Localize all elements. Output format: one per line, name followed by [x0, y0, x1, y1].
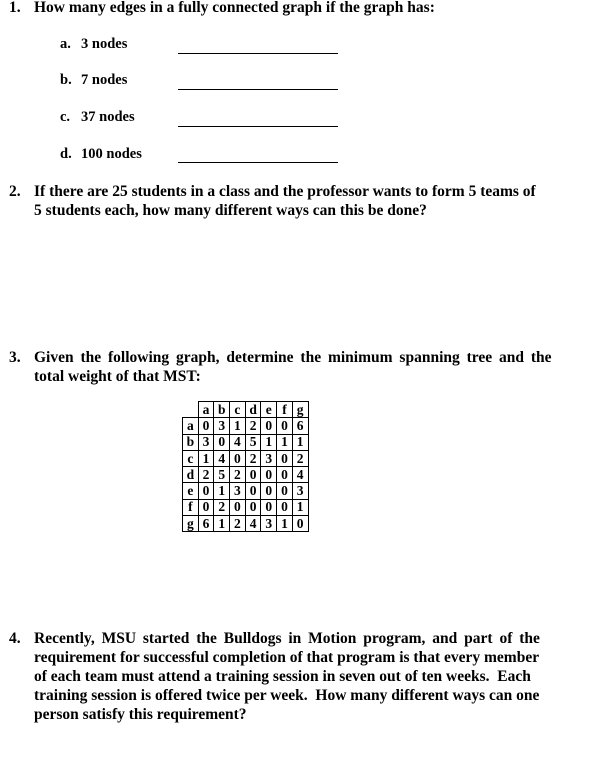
matrix-cell: 0	[292, 516, 308, 532]
matrix-cell: 1	[261, 434, 277, 450]
question-2-line-2: 5 students each, how many different ways can this be done?	[34, 202, 427, 219]
matrix-cell: 0	[277, 483, 293, 499]
matrix-cell: 0	[230, 499, 246, 515]
matrix-row	[183, 483, 309, 499]
matrix-cell: 6	[292, 418, 308, 434]
matrix-cell: 1	[292, 434, 308, 450]
matrix-cell: 2	[245, 418, 261, 434]
answer-blank-a[interactable]	[178, 53, 338, 54]
question-4	[9, 629, 589, 729]
question-4-number: 4.	[9, 630, 21, 647]
q1-item-label: 3 nodes	[81, 36, 128, 52]
question-2-line-1: If there are 25 students in a class and the professor wants to form 5 teams of	[34, 183, 536, 200]
matrix-cell: 1	[230, 418, 246, 434]
adjacency-matrix	[182, 401, 309, 532]
question-1-text: How many edges in a fully connected graph if the graph has:	[34, 0, 435, 16]
matrix-cell: 0	[198, 499, 214, 515]
matrix-header-cell: d	[245, 402, 261, 418]
question-3-line-1: Given the following graph, determine the minimum spanning tree and the	[34, 349, 552, 366]
matrix-header-cell: f	[277, 402, 293, 418]
matrix-cell: 0	[214, 434, 230, 450]
matrix-row	[183, 418, 309, 434]
matrix-cell: 4	[245, 516, 261, 532]
matrix-cell: 1	[292, 499, 308, 515]
matrix-cell: 0	[245, 483, 261, 499]
matrix-cell: 2	[230, 516, 246, 532]
question-4-line-5: person satisfy this requirement?	[34, 706, 247, 723]
matrix-cell: 0	[277, 418, 293, 434]
matrix-cell: 1	[277, 434, 293, 450]
q1-item-letter: c.	[60, 109, 71, 125]
question-2-number: 2.	[9, 183, 21, 200]
matrix-cell: 2	[230, 467, 246, 483]
matrix-cell: 0	[277, 467, 293, 483]
matrix-header-cell: g	[292, 402, 308, 418]
matrix-cell: 3	[214, 418, 230, 434]
matrix-cell: 4	[292, 467, 308, 483]
matrix-header-cell: a	[198, 402, 214, 418]
matrix-cell: 0	[261, 467, 277, 483]
q1-item-label: 37 nodes	[81, 109, 135, 125]
question-2	[9, 182, 589, 222]
matrix-cell: 0	[261, 483, 277, 499]
matrix-corner	[183, 402, 199, 418]
matrix-cell: 0	[261, 418, 277, 434]
question-3-line-2: total weight of that MST:	[34, 368, 201, 385]
matrix-header-cell: c	[230, 402, 246, 418]
matrix-cell: 0	[245, 467, 261, 483]
matrix-cell: 2	[214, 499, 230, 515]
question-1-number: 1.	[9, 0, 21, 16]
q1-item-label: 7 nodes	[81, 72, 128, 88]
answer-blank-b[interactable]	[178, 89, 338, 90]
matrix-cell: 0	[230, 450, 246, 466]
matrix-cell: 0	[277, 450, 293, 466]
matrix-cell: 6	[198, 516, 214, 532]
matrix-cell: 0	[245, 499, 261, 515]
matrix-row	[183, 516, 309, 532]
q1-item-letter: d.	[60, 146, 72, 162]
matrix-header-row	[183, 402, 309, 418]
matrix-cell: 3	[198, 434, 214, 450]
question-4-line-1: Recently, MSU started the Bulldogs in Motion program, and part of the	[34, 630, 540, 647]
q1-item-letter: b.	[60, 72, 72, 88]
matrix-cell: 2	[198, 467, 214, 483]
matrix-cell: 3	[292, 483, 308, 499]
matrix-cell: 1	[277, 516, 293, 532]
question-4-line-4: training session is offered twice per week. How many different ways can one	[34, 687, 540, 704]
matrix-row	[183, 467, 309, 483]
matrix-row-label: a	[183, 418, 199, 434]
matrix-row	[183, 450, 309, 466]
matrix-cell: 1	[214, 516, 230, 532]
matrix-row-label: b	[183, 434, 199, 450]
question-4-line-3: of each team must attend a training session in seven out of ten weeks. Each	[34, 668, 531, 685]
q1-item-letter: a.	[60, 36, 71, 52]
matrix-cell: 0	[198, 483, 214, 499]
matrix-row-label: c	[183, 450, 199, 466]
matrix-header-cell: b	[214, 402, 230, 418]
matrix-cell: 1	[214, 483, 230, 499]
answer-blank-c[interactable]	[178, 126, 338, 127]
matrix-row	[183, 434, 309, 450]
matrix-row-label: g	[183, 516, 199, 532]
matrix-cell: 2	[292, 450, 308, 466]
matrix-header-cell: e	[261, 402, 277, 418]
matrix-cell: 3	[261, 450, 277, 466]
matrix-cell: 0	[277, 499, 293, 515]
matrix-cell: 4	[214, 450, 230, 466]
matrix-row-label: e	[183, 483, 199, 499]
matrix-row-label: f	[183, 499, 199, 515]
q1-item-label: 100 nodes	[81, 146, 142, 162]
matrix-cell: 3	[230, 483, 246, 499]
matrix-cell: 3	[261, 516, 277, 532]
answer-blank-d[interactable]	[178, 162, 338, 163]
matrix-cell: 0	[261, 499, 277, 515]
matrix-cell: 5	[214, 467, 230, 483]
question-3-number: 3.	[9, 349, 21, 366]
matrix-row	[183, 499, 309, 515]
matrix-cell: 2	[245, 450, 261, 466]
matrix-cell: 0	[198, 418, 214, 434]
question-4-line-2: requirement for successful completion of that program is that every member	[34, 649, 540, 666]
matrix-row-label: d	[183, 467, 199, 483]
matrix-cell: 1	[198, 450, 214, 466]
matrix-cell: 4	[230, 434, 246, 450]
question-3	[9, 348, 589, 388]
matrix-cell: 5	[245, 434, 261, 450]
